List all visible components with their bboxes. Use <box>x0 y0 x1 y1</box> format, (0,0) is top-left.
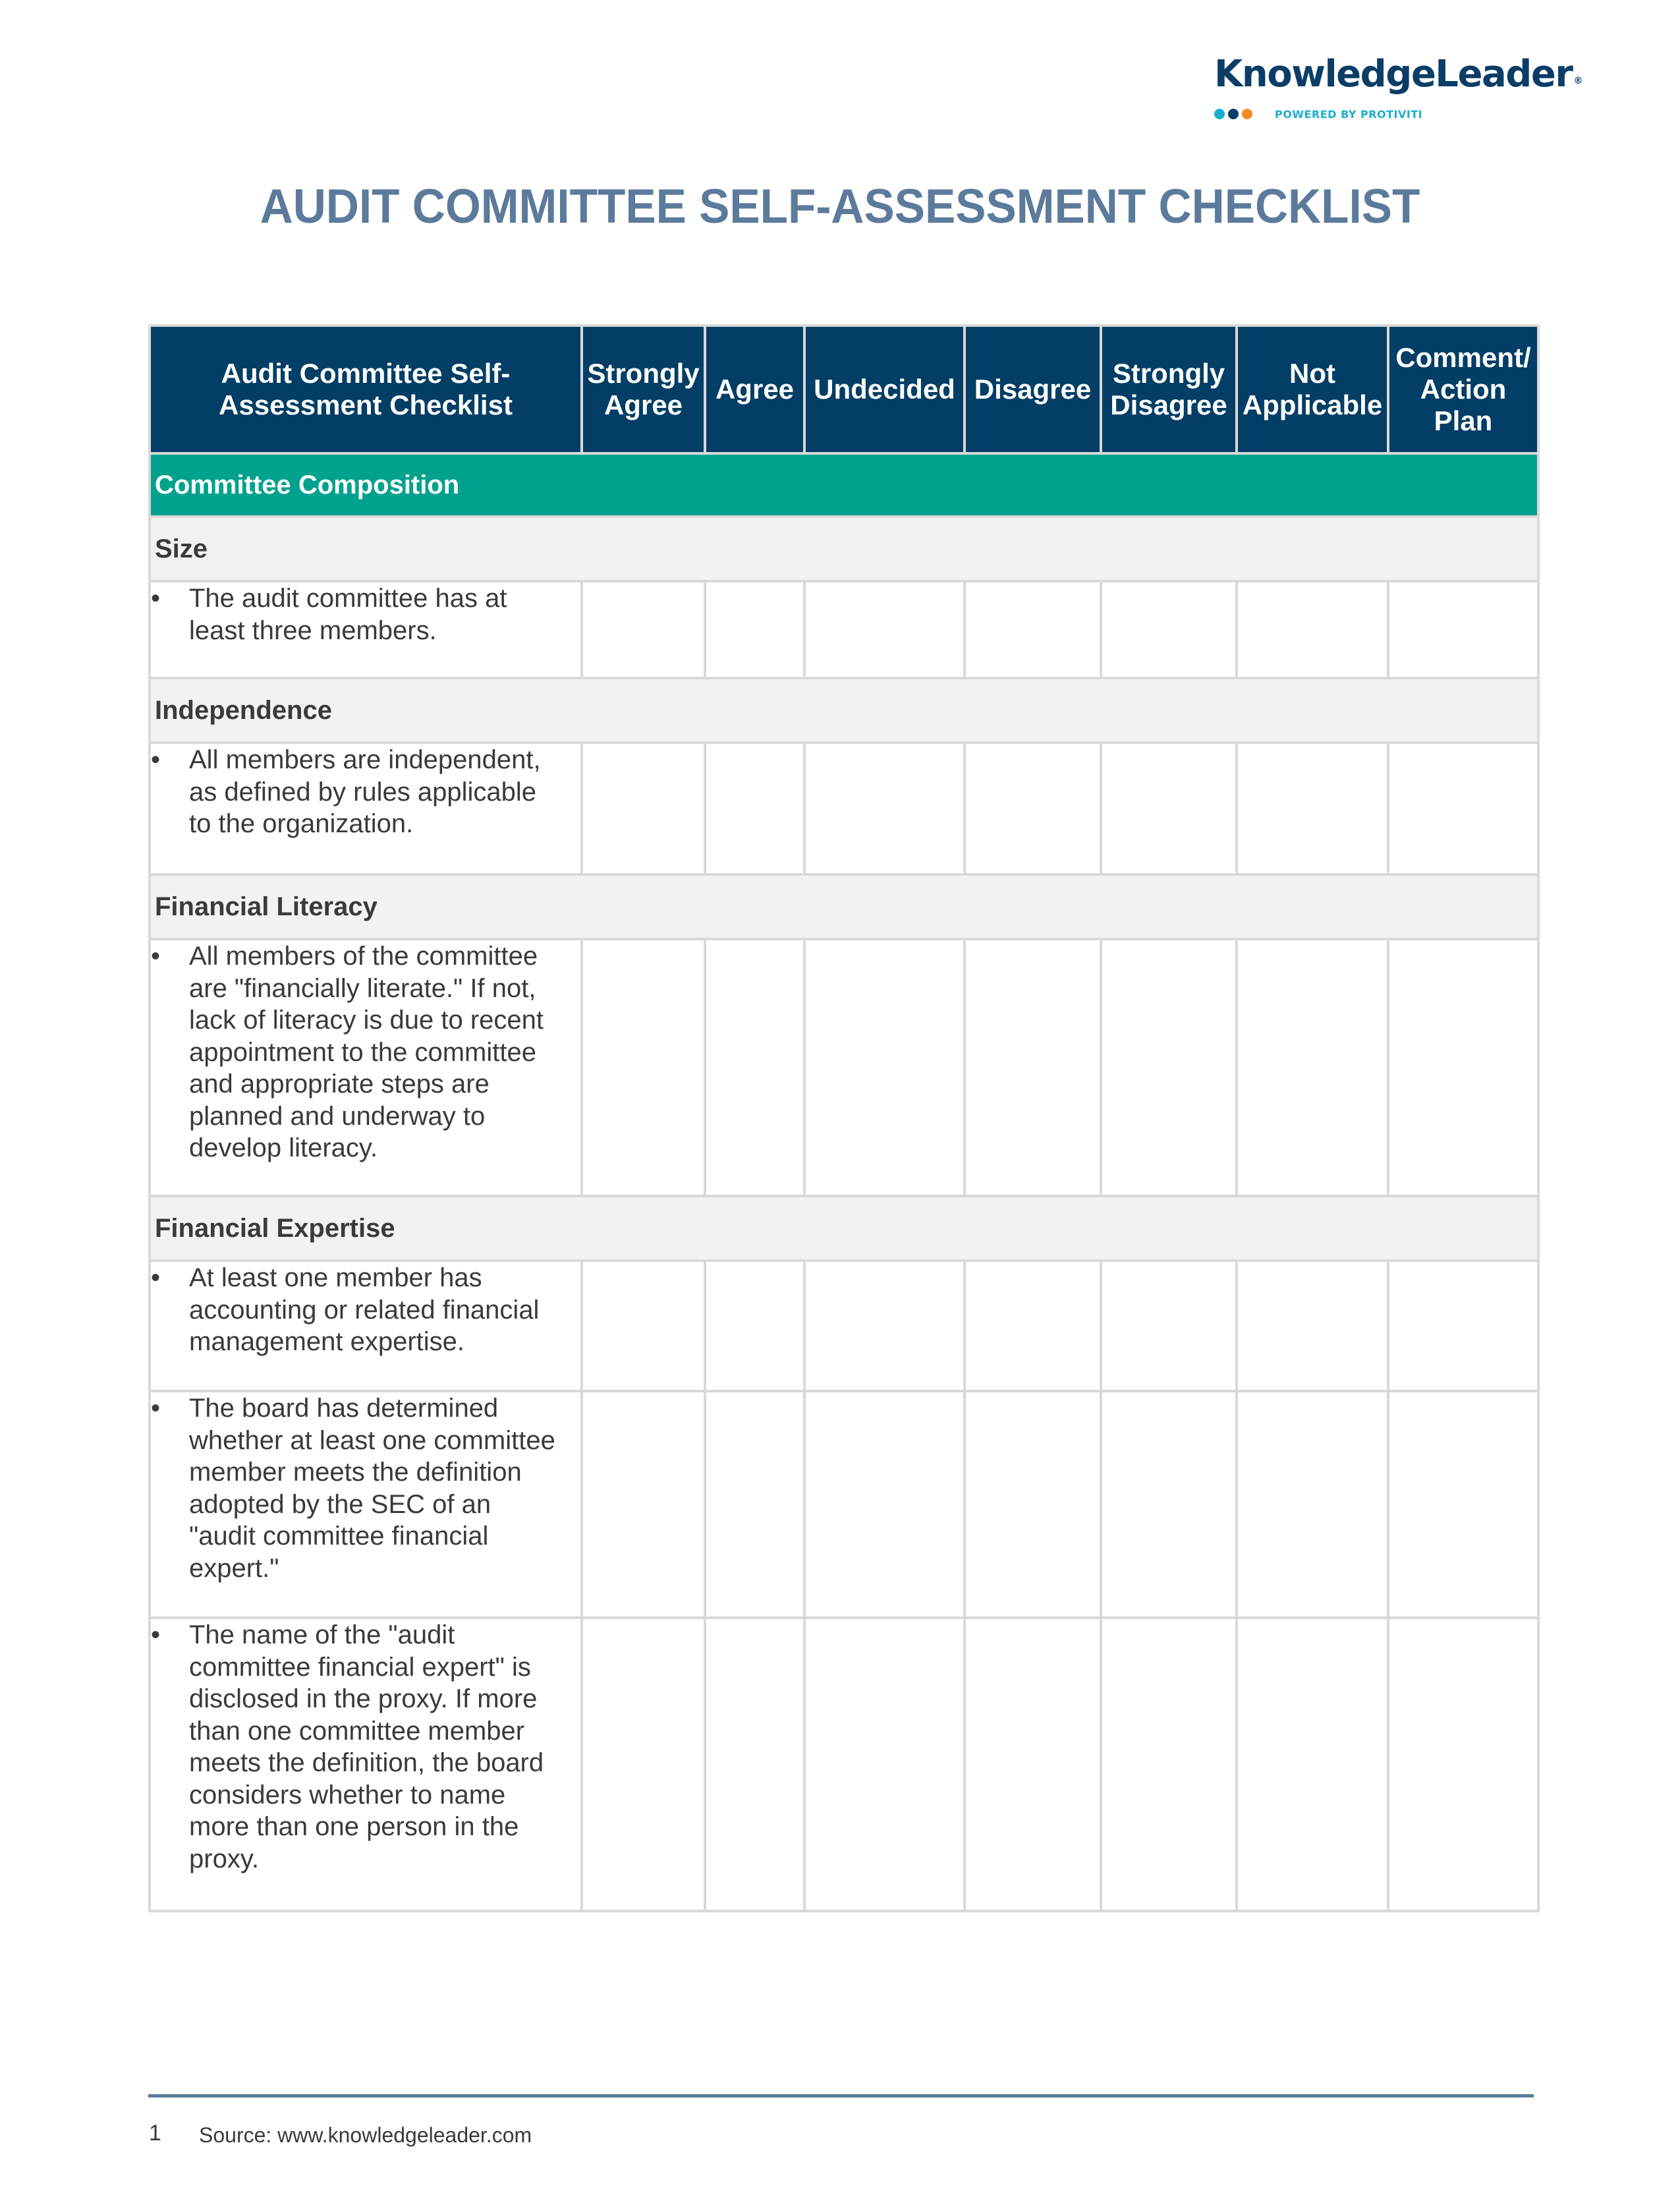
response-comment[interactable] <box>1388 743 1538 874</box>
response-comment[interactable] <box>1388 1618 1538 1911</box>
logo-dot-icon-cyan <box>1214 109 1225 119</box>
response-strongly-disagree[interactable] <box>1101 1618 1237 1911</box>
response-comment[interactable] <box>1388 939 1538 1196</box>
response-undecided[interactable] <box>804 581 965 678</box>
question-cell <box>150 743 582 874</box>
table-row <box>150 1391 1538 1618</box>
response-strongly-disagree[interactable] <box>1101 939 1237 1196</box>
subsection-title: Independence <box>150 678 1538 743</box>
response-comment[interactable] <box>1388 1261 1538 1391</box>
response-not-applicable[interactable] <box>1237 1618 1388 1911</box>
response-disagree[interactable] <box>965 1618 1101 1911</box>
response-agree[interactable] <box>705 1391 804 1618</box>
response-comment[interactable] <box>1388 1391 1538 1618</box>
question-text: At least one member has accounting or related financial management expertise. <box>189 1263 540 1356</box>
question-text: The audit committee has at least three members. <box>189 584 507 645</box>
subsection-row <box>150 517 1538 581</box>
response-strongly-disagree[interactable] <box>1101 743 1237 874</box>
source-link[interactable]: Source: www.knowledgeleader.com <box>199 2123 532 2147</box>
question-cell <box>150 1618 582 1911</box>
header-checklist: Audit Committee Self- Assessment Checklist <box>150 326 582 453</box>
table-row <box>150 743 1538 874</box>
response-disagree[interactable] <box>965 743 1101 874</box>
logo-tagline: POWERED BY PROTIVITI <box>1275 107 1423 121</box>
table-row <box>150 581 1538 678</box>
registered-mark: ® <box>1573 76 1582 86</box>
subsection-row <box>150 874 1538 939</box>
response-strongly-disagree[interactable] <box>1101 1391 1237 1618</box>
question-text: The board has determined whether at least one committee member meets the definition adopted by the SEC of an "audit committee financial expert." <box>189 1394 555 1583</box>
response-strongly-agree[interactable] <box>582 1618 705 1911</box>
response-undecided[interactable] <box>804 743 965 874</box>
subsection-row <box>150 1196 1538 1261</box>
question-text: The name of the "audit committee financial expert" is disclosed in the proxy. If more than one committee member meets the definition, the board considers whether to name more than one person in the proxy. <box>189 1620 544 1873</box>
response-strongly-agree[interactable] <box>582 743 705 874</box>
bullet-icon: • <box>151 942 161 971</box>
response-undecided[interactable] <box>804 1618 965 1911</box>
response-disagree[interactable] <box>965 939 1101 1196</box>
checklist-table <box>148 324 1540 1912</box>
bullet-icon: • <box>151 1620 161 1649</box>
response-disagree[interactable] <box>965 1391 1101 1618</box>
header-comment-action-plan: Comment/ Action Plan <box>1388 326 1538 453</box>
response-strongly-agree[interactable] <box>582 1261 705 1391</box>
response-strongly-agree[interactable] <box>582 1391 705 1618</box>
response-disagree[interactable] <box>965 581 1101 678</box>
response-not-applicable[interactable] <box>1237 743 1388 874</box>
table-row <box>150 1261 1538 1391</box>
logo-dot-icon-navy <box>1228 109 1239 119</box>
response-agree[interactable] <box>705 1618 804 1911</box>
table-row <box>150 1618 1538 1911</box>
response-strongly-agree[interactable] <box>582 939 705 1196</box>
header-strongly-disagree: Strongly Disagree <box>1101 326 1237 453</box>
page-title: AUDIT COMMITTEE SELF-ASSESSMENT CHECKLIST <box>260 180 1420 233</box>
question-cell <box>150 1391 582 1618</box>
bullet-icon: • <box>151 584 161 613</box>
section-title: Committee Composition <box>150 453 1538 517</box>
table-row <box>150 939 1538 1196</box>
response-comment[interactable] <box>1388 581 1538 678</box>
subsection-title: Financial Literacy <box>150 874 1538 939</box>
question-cell <box>150 581 582 678</box>
header-disagree: Disagree <box>965 326 1101 453</box>
response-not-applicable[interactable] <box>1237 939 1388 1196</box>
table-header-row <box>150 326 1538 453</box>
response-strongly-disagree[interactable] <box>1101 1261 1237 1391</box>
bullet-icon: • <box>151 1263 161 1292</box>
header-not-applicable: Not Applicable <box>1237 326 1388 453</box>
header-undecided: Undecided <box>804 326 965 453</box>
page-number: 1 <box>149 2121 161 2146</box>
knowledgeleader-logo <box>1214 51 1582 123</box>
subsection-title: Financial Expertise <box>150 1196 1538 1261</box>
subsection-title: Size <box>150 517 1538 581</box>
response-agree[interactable] <box>705 939 804 1196</box>
question-text: All members of the committee are "financially literate." If not, lack of literacy is due to recent appointment to the committee and appropriate steps are planned and underway to develop literacy. <box>189 942 544 1162</box>
question-cell <box>150 939 582 1196</box>
footer-divider <box>148 2094 1534 2097</box>
response-undecided[interactable] <box>804 939 965 1196</box>
response-agree[interactable] <box>705 1261 804 1391</box>
response-agree[interactable] <box>705 581 804 678</box>
logo-dot-icon-orange <box>1242 109 1252 119</box>
header-agree: Agree <box>705 326 804 453</box>
response-strongly-disagree[interactable] <box>1101 581 1237 678</box>
header-strongly-agree: Strongly Agree <box>582 326 705 453</box>
response-agree[interactable] <box>705 743 804 874</box>
logo-wordmark-text: KnowledgeLeader <box>1214 53 1573 96</box>
logo-tagline-row <box>1214 105 1544 123</box>
section-row <box>150 453 1538 517</box>
response-undecided[interactable] <box>804 1391 965 1618</box>
bullet-icon: • <box>151 745 161 774</box>
subsection-row <box>150 678 1538 743</box>
response-not-applicable[interactable] <box>1237 581 1388 678</box>
question-text: All members are independent, as defined by rules applicable to the organization. <box>189 745 541 838</box>
response-not-applicable[interactable] <box>1237 1391 1388 1618</box>
response-undecided[interactable] <box>804 1261 965 1391</box>
response-disagree[interactable] <box>965 1261 1101 1391</box>
bullet-icon: • <box>151 1394 161 1423</box>
response-strongly-agree[interactable] <box>582 581 705 678</box>
question-cell <box>150 1261 582 1391</box>
response-not-applicable[interactable] <box>1237 1261 1388 1391</box>
logo-wordmark <box>1214 51 1582 98</box>
